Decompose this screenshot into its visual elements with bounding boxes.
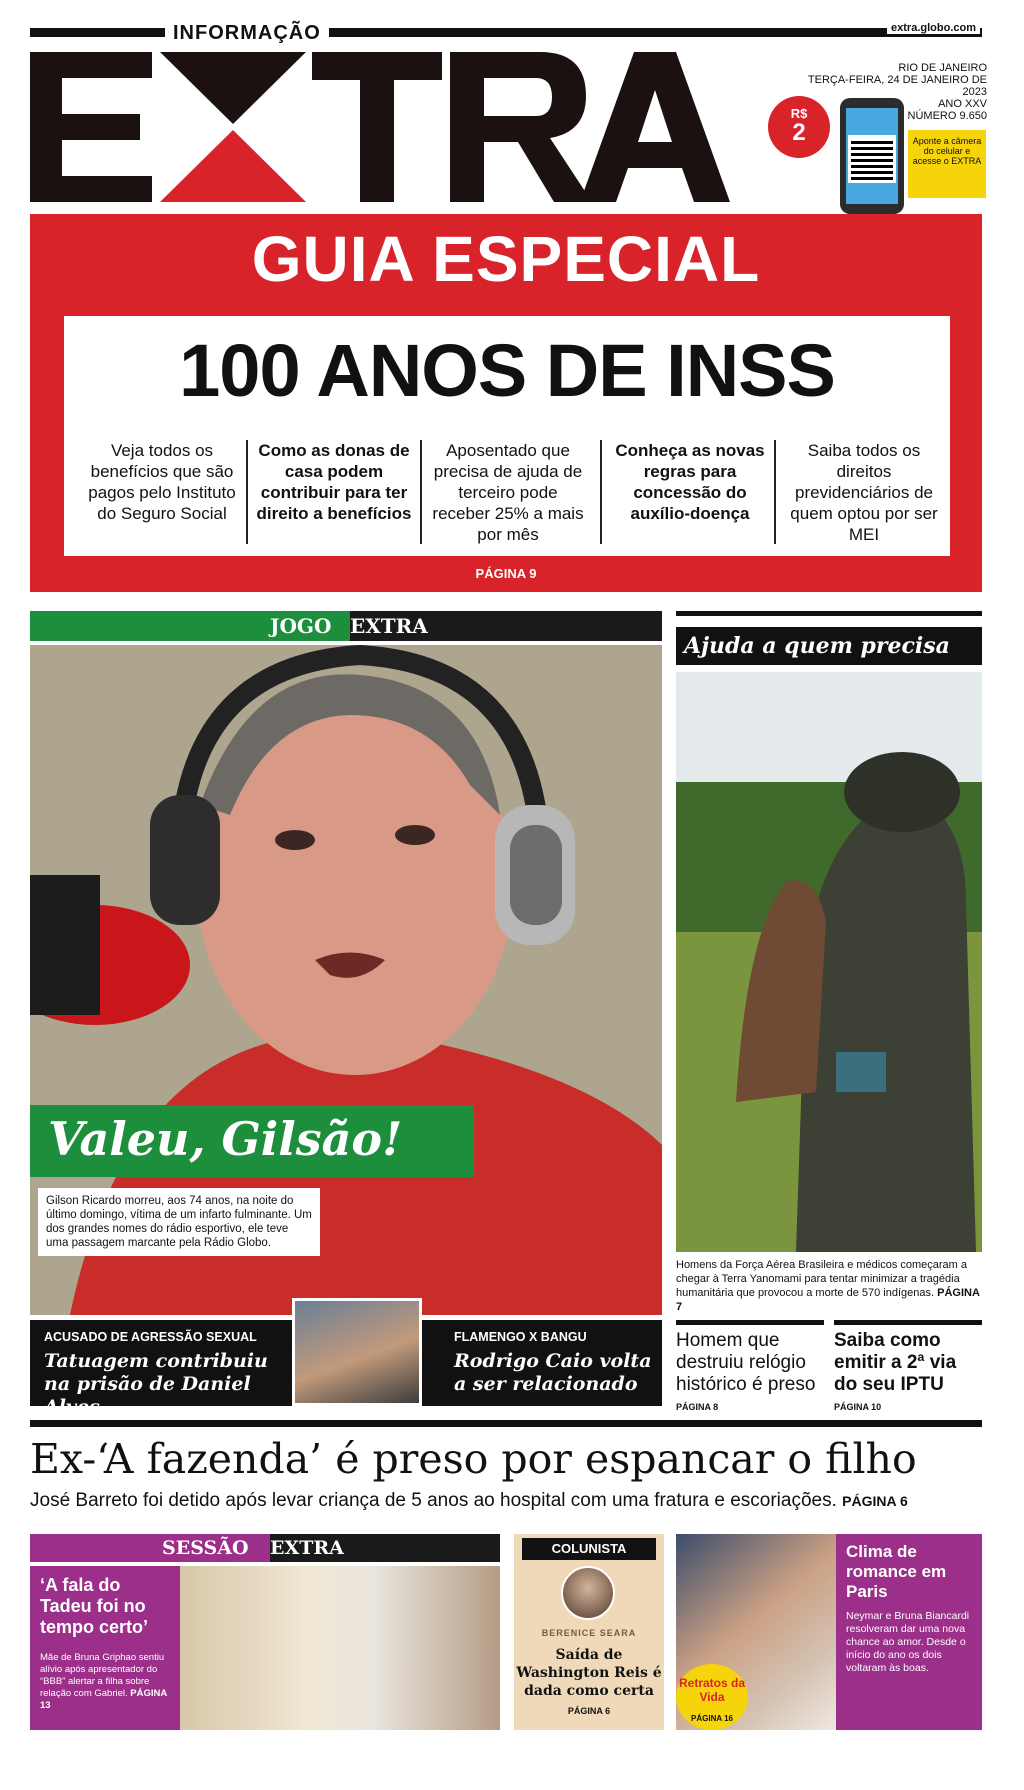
ajuda-top-rule — [676, 611, 982, 616]
qr-note: Aponte a câmera do celular e acesse o EXTRA — [908, 130, 986, 198]
edition-year: ANO XXV — [938, 98, 987, 110]
price-badge — [768, 96, 830, 158]
guia-item-4[interactable]: Conheça as novas regras para concessão do auxílio-doença — [615, 441, 765, 523]
valeu-headline[interactable]: Valeu, Gilsão! — [48, 1112, 403, 1166]
ajuda-caption-text: Homens da Força Aérea Brasileira e médicos começaram a chegar à Terra Yanomami para tentar minimizar a tragédia humanitária que provocou a morte de 570 indígenas. — [676, 1259, 968, 1299]
price-value: 2 — [792, 119, 806, 146]
colunista-label: COLUNISTA — [522, 1538, 656, 1560]
flamengo-headline[interactable]: Rodrigo Caio volta a ser relacionado — [454, 1350, 652, 1395]
price-currency: R$ — [790, 106, 808, 121]
ajuda-page-ref: PÁGINA 7 — [676, 1287, 980, 1313]
site-url[interactable]: extra.globo.com — [887, 22, 980, 34]
edition-number: NÚMERO 9.650 — [907, 110, 987, 122]
sessao-label: SESSÃO — [162, 1537, 249, 1559]
guia-item-2[interactable]: Como as donas de casa podem contribuir para ter direito a benefícios — [256, 441, 412, 523]
gilson-caption: Gilson Ricardo morreu, aos 74 anos, na noite do último domingo, vítima de um infarto fulminante. Um dos grandes nomes do rádio esportivo, ele teve uma passagem marcante pela Rádio Globo. — [38, 1188, 320, 1256]
colunista-page-ref: PÁGINA 6 — [567, 1706, 611, 1716]
ajuda-caption — [676, 1258, 982, 1314]
qr-code-icon[interactable] — [851, 138, 893, 180]
colunista-avatar — [561, 1566, 615, 1620]
sessao-headline[interactable]: ‘A fala do Tadeu foi no tempo certo’ — [40, 1575, 149, 1637]
guia-divider — [774, 440, 776, 544]
relogio-rule — [676, 1320, 824, 1325]
edition-city: RIO DE JANEIRO — [898, 62, 987, 74]
masthead-section-label: INFORMAÇÃO — [165, 22, 329, 45]
flamengo-kicker: FLAMENGO X BANGU — [454, 1330, 587, 1344]
daniel-kicker: ACUSADO DE AGRESSÃO SEXUAL — [44, 1330, 257, 1344]
iptu-rule — [834, 1320, 982, 1325]
fazenda-page-ref: PÁGINA 6 — [842, 1493, 908, 1509]
sessao-caption — [40, 1652, 176, 1712]
fazenda-subhead — [30, 1490, 908, 1512]
guia-divider — [246, 440, 248, 544]
relogio-headline: Homem que destruiu relógio histórico é preso — [676, 1330, 816, 1395]
clima-caption: Neymar e Bruna Biancardi resolveram dar uma nova chance ao amor. Desde o início do ano os dois voltaram às boas. — [846, 1610, 970, 1674]
guia-divider — [420, 440, 422, 544]
relogio-story[interactable] — [676, 1330, 826, 1418]
guia-headline[interactable]: 100 ANOS DE INSS — [179, 329, 835, 412]
edition-date: TERÇA-FEIRA, 24 DE JANEIRO DE 2023 — [807, 74, 987, 98]
fazenda-headline[interactable]: Ex-‘A fazenda’ é preso por espancar o filho — [30, 1435, 917, 1483]
guia-item-1[interactable]: Veja todos os benefícios que são pagos pelo Instituto do Seguro Social — [88, 441, 236, 523]
extra-logo — [30, 52, 790, 202]
colunista-name: BERENICE SEARA — [541, 1628, 637, 1638]
iptu-headline: Saiba como emitir a 2ª via do seu IPTU — [834, 1330, 957, 1395]
relogio-page-ref: PÁGINA 8 — [676, 1402, 719, 1412]
guia-item-5[interactable]: Saiba todos os direitos previdenciários de quem optou por ser MEI — [790, 441, 938, 544]
guia-item-3[interactable]: Aposentado que precisa de ajuda de terceiro pode receber 25% a mais por mês — [432, 441, 584, 544]
extra-label: EXTRA — [350, 614, 428, 638]
guia-page-ref: PÁGINA 9 — [475, 566, 537, 581]
guia-divider — [600, 440, 602, 544]
retratos-da-vida-badge: Retratos da Vida — [676, 1664, 748, 1730]
yanomami-illustration — [676, 672, 982, 1252]
guia-title: GUIA ESPECIAL — [251, 223, 761, 295]
daniel-alves-photo[interactable] — [292, 1298, 422, 1406]
sessao-extra-label: EXTRA — [270, 1537, 344, 1559]
colunista-headline[interactable]: Saída de Washington Reis é dada como certa — [516, 1647, 662, 1699]
sessao-caption-text: Mãe de Bruna Griphao sentiu alívio após apresentador do “BBB” alertar a filha sobre relação com Gabriel. — [40, 1652, 165, 1699]
jogo-label: JOGO — [270, 614, 332, 638]
iptu-story[interactable] — [834, 1330, 984, 1418]
iptu-page-ref: PÁGINA 10 — [834, 1402, 882, 1412]
sessao-page-ref: PÁGINA 13 — [40, 1688, 167, 1711]
bbb-photo[interactable] — [180, 1566, 500, 1730]
yanomami-photo[interactable] — [676, 672, 982, 1252]
big-story-rule — [30, 1420, 982, 1427]
fazenda-subhead-text: José Barreto foi detido após levar criança de 5 anos ao hospital com uma fratura e escoriações. — [30, 1490, 837, 1511]
daniel-headline[interactable]: Tatuagem contribuiu na prisão de Daniel Alves — [44, 1350, 268, 1418]
ajuda-label: Ajuda a quem precisa — [684, 633, 950, 659]
retratos-page-ref: PÁGINA 16 — [691, 1714, 733, 1723]
clima-headline[interactable]: Clima de romance em Paris — [846, 1542, 947, 1601]
